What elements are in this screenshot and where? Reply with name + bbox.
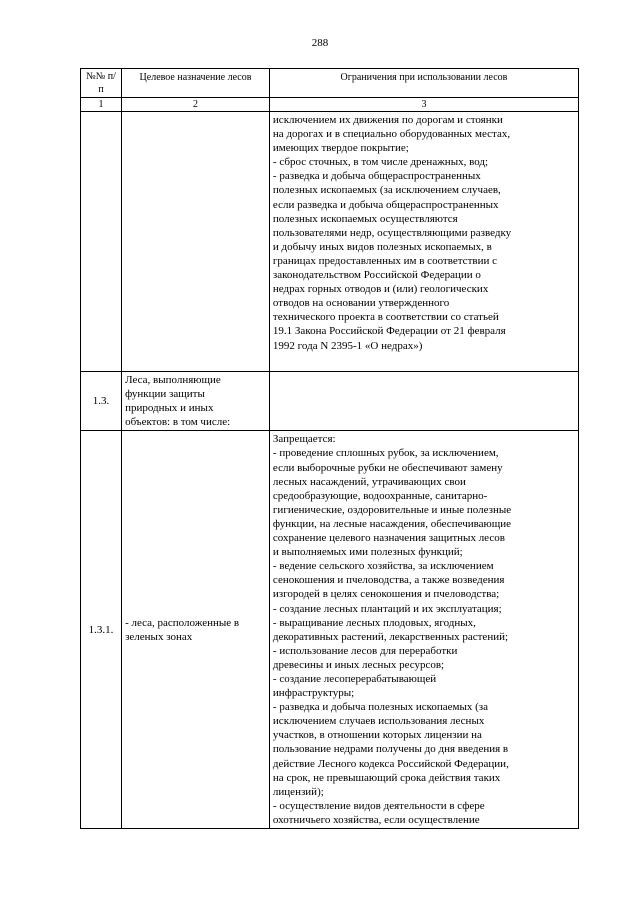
text-line: отводов на основании утвержденного [272,297,450,310]
row-limits [269,112,578,372]
text-line: объектов: в том числе: [125,416,231,429]
text-line: если выборочные рубки не обеспечивают замену [272,461,503,474]
column-index-row [81,98,579,112]
text-line: Запрещается: [272,433,336,446]
text-line: - ведение сельского хозяйства, за исключением [272,560,494,573]
text-line: законодательством Российской Федерации о [272,269,481,282]
text-line: - леса, расположенные в [125,616,240,629]
text-line: технического проекта в соответствии со статьей [272,311,499,324]
text-line: исключением случаев использования лесных [272,715,485,728]
text-line: изгородей в целях сенокошения и пчеловодства; [272,588,500,601]
text-line: на дорогах и в специально оборудованных местах, [272,128,511,141]
row-number [81,112,122,372]
text-line: - использование лесов для переработки [272,644,458,657]
text-line: действие Лесного кодекса Российской Федерации, [272,757,509,770]
table-row [81,112,579,372]
text-line: пользователями недр, осуществляющими разведку [272,226,512,239]
text-line: средообразующие, водоохранные, санитарно- [272,489,488,502]
text-line: сенокошения и пчеловодства, а также возведения [272,574,505,587]
text-line: лесных насаждений, утрачивающих свои [272,475,466,488]
table-row [81,431,579,829]
table-row [81,372,579,431]
text-line: - сброс сточных, в том числе дренажных, вод; [272,156,489,169]
row-limits [269,372,578,431]
text-line: исключением их движения по дорогам и стоянки [272,114,503,126]
header-limits: Ограничения при использовании лесов [269,69,578,98]
text-line: полезных ископаемых (за исключением случаев, [272,184,501,197]
column-index: 1 [81,98,122,112]
header-purpose: Целевое назначение лесов [122,69,270,98]
restrictions-table [80,68,579,829]
text-line: лицензий); [272,785,324,798]
row-limits [269,431,578,829]
text-line: - разведка и добыча полезных ископаемых (за [272,701,489,714]
text-line: Леса, выполняющие [125,374,221,386]
text-line: древесины и иных лесных ресурсов; [272,658,445,671]
text-line: - проведение сплошных рубок, за исключением, [272,447,499,460]
column-index: 2 [122,98,270,112]
text-line: функции защиты [125,388,205,401]
column-index: 3 [269,98,578,112]
text-line: имеющих твердое покрытие; [272,142,409,155]
text-line: - выращивание лесных плодовых, ягодных, [272,616,476,629]
text-line: сохранение целевого назначения защитных лесов [272,532,505,545]
text-line: 19.1 Закона Российской Федерации от 21 февраля [272,325,506,338]
text-line: если разведка и добыча общераспространенных [272,198,499,211]
text-line: природных и иных [125,402,214,415]
text-line: - создание лесоперерабатывающей [272,672,437,685]
text-line: зеленых зонах [125,630,193,643]
text-line: границах предоставленных им в соответствии с [272,254,497,267]
text-line: пользование недрами получены до дня введения в [272,743,509,756]
row-number: 1.3. [81,372,122,431]
row-purpose [122,112,270,372]
page-number: 288 [311,37,329,49]
text-line: охотничьего хозяйства, если осуществление [272,813,480,826]
text-line: инфраструктуры; [272,687,355,700]
text-line: и добычу иных видов полезных ископаемых, в [272,240,492,253]
text-line: полезных ископаемых осуществляются [272,212,458,225]
text-line: участков, в отношении которых лицензии на [272,729,482,742]
text-line: гигиенические, оздоровительные и иные полезные [272,503,512,516]
text-line: - разведка и добыча общераспространенных [272,170,481,183]
text-line: функции, на лесные насаждения, обеспечивающие [272,517,511,530]
row-number: 1.3.1. [81,431,122,829]
text-line: - создание лесных плантаций и их эксплуатация; [272,602,502,615]
text-line: 1992 года N 2395-1 «О недрах») [272,339,423,352]
text-line: декоративных растений, лекарственных растений; [272,630,509,643]
text-line: недрах горных отводов и (или) геологических [272,283,489,296]
text-line: - осуществление видов деятельности в сфере [272,799,485,812]
row-purpose [122,431,270,829]
row-purpose [122,372,270,431]
text-line: на срок, не превышающий срока действия таких [272,771,501,784]
header-num: №№ п/п [81,69,122,98]
text-line: и выполняемых ими полезных функций; [272,546,463,559]
table-header-row [81,69,579,98]
